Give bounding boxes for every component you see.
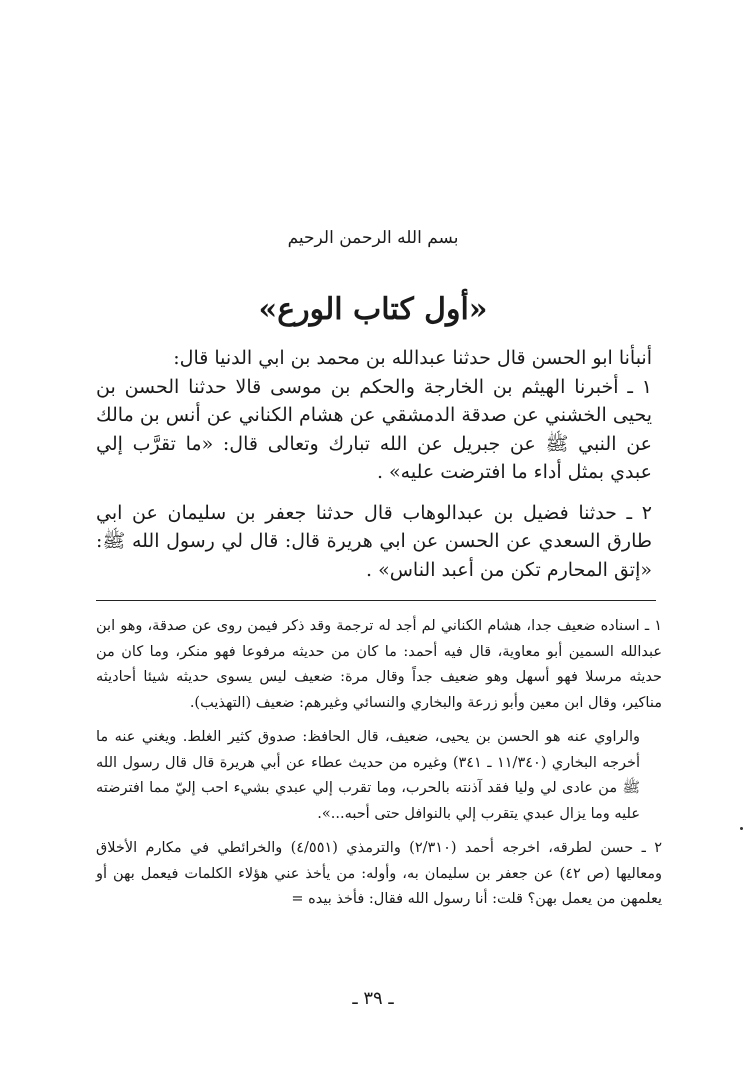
- book-title: «أول كتاب الورع»: [258, 292, 488, 327]
- isnad-line: أنبأنا ابو الحسن قال حدثنا عبدالله بن محمد بن ابي الدنيا قال:: [173, 347, 652, 369]
- basmala: بسم الله الرحمن الرحيم: [287, 228, 459, 248]
- footnote-1: ١ ـ اسناده ضعيف جدا، هشام الكناني لم أجد له ترجمة وقد ذكر فيمن روى عن صدقة، وهو ابن عبدالله السمين أبو معاوية، قال فيه أحمد: ما كان من حديثه مرفوعا فهو منكر، وما كان من حديثه مرسلا فهو أسهل وهو ضعيف جداً وقال مرة: ضعيف ليس يسوى حديثه شيئا أحاديثه مناكير، وقال ابن معين وأبو زرعة والبخاري والنسائي وغيرهم: ضعيف (التهذيب).: [96, 618, 662, 711]
- footnote-1-continued: والراوي عنه هو الحسن بن يحيى، ضعيف، قال الحافظ: صدوق كثير الغلط. ويغني عنه ما أخرجه البخاري (١١/٣٤٠ ـ ٣٤١) وغيره من حديث عطاء عن أبي هريرة قال قال رسول الله ﷺ من عادى لي وليا فقد آذنته بالحرب، وما تقرب إلي عبدي بشيء احب إليّ مما افترضته عليه وما يزال عبدي يتقرب إلي بالنوافل حتى أحبه...».: [96, 729, 641, 822]
- page-number: ـ ٣٩ ـ: [352, 988, 394, 1009]
- footnotes: [96, 614, 662, 913]
- hadith-1: ١ ـ أخبرنا الهيثم بن الخارجة والحكم بن موسى قالا حدثنا الحسن بن يحيى الخشني عن صدقة الدمشقي عن هشام الكناني عن أنس بن مالك عن النبي ﷺ عن جبريل عن الله تبارك وتعالى قال: «ما تقرَّب إلي عبدي بمثل أداء ما افترضت عليه» .: [96, 375, 652, 483]
- footnote-divider: [96, 600, 656, 601]
- footnote-2: ٢ ـ حسن لطرقه، اخرجه أحمد (٢/٣١٠) والترمذي (٤/٥٥١) والخرائطي في مكارم الأخلاق ومعاليها (ص ٤٢) عن جعفر بن سليمان به، وأوله: من يأخذ عني هؤلاء الكلمات فيعمل بهن أو يعلمهن من يعمل بهن؟ قلت: أنا رسول الله فقال: فأخذ بيده =: [96, 840, 662, 907]
- scan-speck: [740, 827, 743, 830]
- main-text: [96, 344, 652, 584]
- hadith-2: ٢ ـ حدثنا فضيل بن عبدالوهاب قال حدثنا جعفر بن سليمان عن ابي طارق السعدي عن الحسن عن ابي هريرة قال: قال لي رسول الله ﷺ: «إتق المحارم تكن من أعبد الناس» .: [96, 501, 652, 581]
